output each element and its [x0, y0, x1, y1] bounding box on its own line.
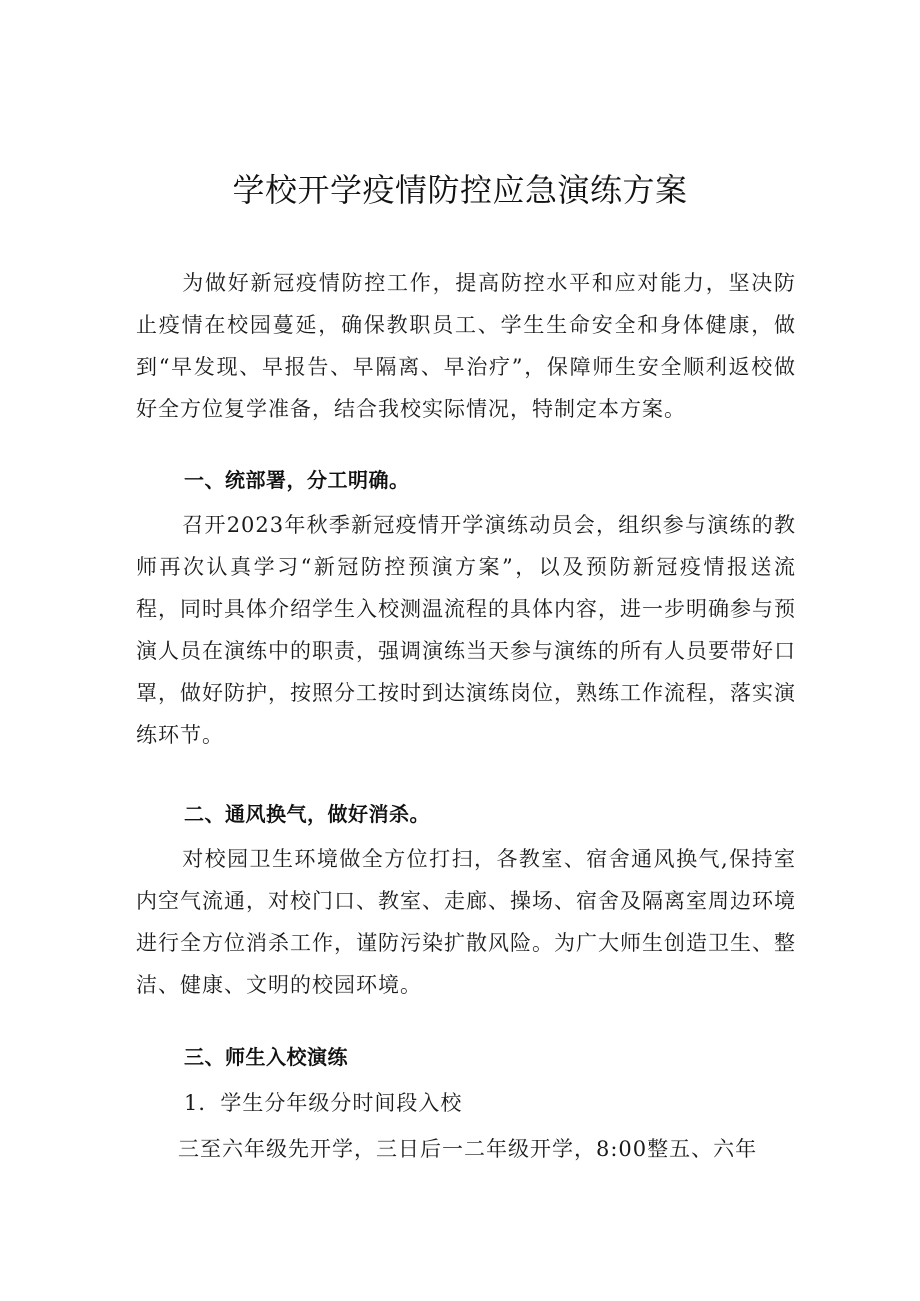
intro-paragraph: 为做好新冠疫情防控工作，提高防控水平和应对能力，坚决防止疫情在校园蔓延，确保教职员工、学生生命安全和身体健康，做到“早发现、早报告、早隔离、早治疗”，保障师生安全顺利返校做好全方位复学准备，结合我校实际情况，特制定本方案。: [136, 271, 796, 421]
section-body-1: 召开2023年秋季新冠疫情开学演练动员会，组织参与演练的教师再次认真学习“新冠防控预演方案”，以及预防新冠疫情报送流程，同时具体介绍学生入校测温流程的具体内容，进一步明确参与预演人员在演练中的职责，强调演练当天参与演练的所有人员要带好口罩，做好防护，按照分工按时到达演练岗位，熟练工作流程，落实演练环节。: [136, 513, 796, 747]
section-subheading-3-1: 1．学生分年级分时间段入校: [184, 1091, 463, 1115]
section-heading-2: 二、通风换气，做好消杀。: [184, 802, 430, 826]
section-heading-3: 三、师生入校演练: [184, 1045, 348, 1069]
document-title: 学校开学疫情防控应急演练方案: [232, 171, 688, 209]
section-body-2: 对校园卫生环境做全方位打扫，各教室、宿舍通风换气,保持室内空气流通，对校门口、教室、走廊、操场、宿舍及隔离室周边环境进行全方位消杀工作，谨防污染扩散风险。为广大师生创造卫生、整洁、健康、文明的校园环境。: [136, 847, 796, 997]
section-body-3: 三至六年级先开学，三日后一二年级开学，8:00整五、六年: [178, 1137, 758, 1161]
section-heading-1: 一、统部署，分工明确。: [184, 468, 410, 492]
